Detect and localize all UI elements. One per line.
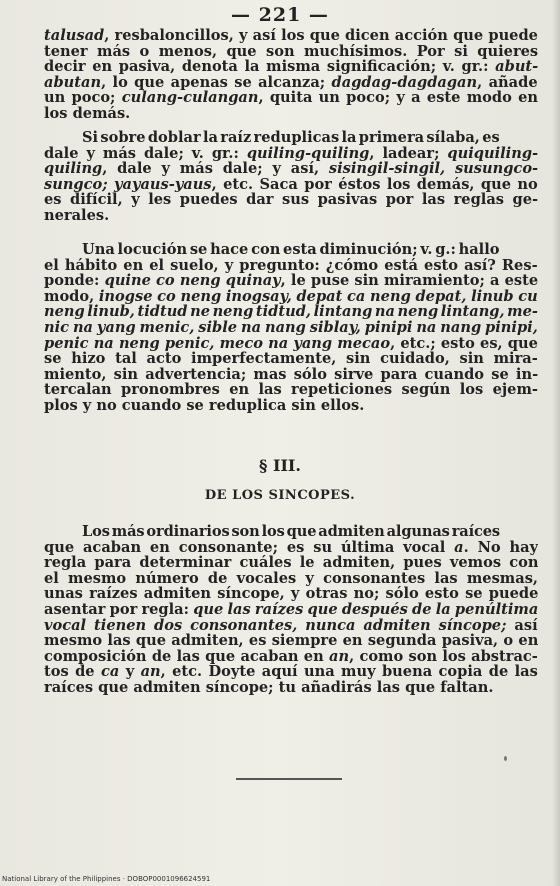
text-run: , lo que apenas se alcanza;: [101, 74, 332, 91]
text-line: [44, 59, 538, 75]
text-line: [44, 130, 538, 146]
text-line: [44, 28, 538, 44]
text-run: modo,: [44, 288, 99, 305]
italic-text: sisingil-singil, susungco-: [328, 161, 538, 177]
text-run: composición de las que acaban en: [44, 648, 329, 665]
text-line: [44, 524, 538, 540]
paragraph-3: [44, 242, 538, 414]
paragraph-2: [44, 130, 538, 224]
italic-text: abutan: [44, 74, 102, 91]
text-run: el hábito en el suelo, y pregunto: ¿cómo está esto así? Res-: [44, 257, 538, 274]
text-run: es difícil, y les puedes dar sus pasivas por las reglas ge-: [44, 192, 538, 208]
text-line: [44, 351, 538, 367]
italic-text: a: [454, 539, 464, 556]
text-run: , como son los abstrac-: [349, 648, 538, 665]
text-line: [44, 44, 538, 60]
text-line: [44, 258, 538, 274]
text-run: un poco;: [44, 90, 122, 106]
paragraph-1: [44, 28, 538, 122]
text-run: y: [119, 664, 141, 680]
text-run: los demás.: [44, 105, 131, 122]
text-line: [44, 649, 538, 665]
text-run: que acaban en consonante; es su última vocal: [44, 539, 455, 556]
text-run: ponde:: [44, 273, 105, 289]
text-run: , dale y más dale; y así,: [102, 161, 329, 177]
italic-text: quiquiling-: [447, 145, 538, 162]
text-line: [44, 664, 538, 680]
text-run: Si sobre doblar la raíz reduplicas la primera sílaba, es: [82, 130, 500, 146]
italic-text: neng linub, tidtud ne neng tidtud, lintang na neng lintang, me-: [44, 304, 538, 320]
text-run: , etc.; esto es, que: [390, 335, 538, 352]
italic-text: abut-: [495, 59, 538, 75]
text-run: . No hay: [463, 539, 538, 556]
text-run: Los más ordinarios son los que admiten algunas raíces: [82, 524, 501, 540]
scan-footer: National Library of the Philippines · DOBOP0001096624591: [2, 875, 211, 883]
text-run: raíces que admiten síncope; tu añadirás las que faltan.: [44, 679, 494, 696]
text-run: regla para determinar cuáles le admiten, pues vemos con: [44, 555, 538, 571]
text-run: el mesmo número de vocales y consonantes las mesmas,: [44, 570, 538, 587]
text-line: [44, 367, 538, 383]
italic-text: ca: [100, 664, 120, 680]
text-line: [44, 75, 538, 91]
text-line: [44, 320, 538, 336]
italic-text: penic na neng penic, meco na yang mecao: [44, 335, 391, 352]
italic-text: que las raízes que después de la penúltima: [193, 601, 538, 618]
text-line: [44, 273, 538, 289]
text-run: tos de: [44, 664, 101, 680]
text-run: así: [506, 617, 538, 634]
text-line: [44, 555, 538, 571]
text-line: [44, 242, 538, 258]
text-run: Una locución se hace con esta diminución; v. g.: hallo: [82, 242, 500, 258]
text-line: [44, 571, 538, 587]
italic-text: quiling-quiling: [246, 145, 370, 162]
text-line: [44, 382, 538, 398]
text-run: , ladear;: [369, 145, 448, 162]
text-line: [44, 146, 538, 162]
text-run: tercalan pronombres en las repeticiones según los ejem-: [44, 382, 538, 398]
text-line: [44, 398, 538, 414]
text-line: [44, 618, 538, 634]
text-line: [44, 177, 538, 193]
paragraph-4: [44, 524, 538, 696]
text-run: , etc. Doyte aquí una muy buena copia de las: [160, 664, 538, 680]
text-line: [44, 161, 538, 177]
text-run: dale y más dale; v. gr.:: [44, 145, 247, 162]
italic-text: sungco; yayaus-yaus: [44, 176, 212, 193]
text-line: [44, 304, 538, 320]
text-run: , etc. Saca por éstos los demás, que no: [211, 176, 538, 193]
text-line: [44, 289, 538, 305]
text-run: mesmo las que admiten, es siempre en segunda pasiva, o en: [44, 633, 538, 649]
text-run: unas raízes admiten síncope, y otras no; sólo esto se puede: [44, 586, 538, 602]
italic-text: quine co neng quinay: [104, 273, 281, 289]
text-line: [44, 633, 538, 649]
page-number: — 221 —: [231, 4, 329, 26]
text-line: [44, 90, 538, 106]
italic-text: talusad: [44, 28, 105, 44]
section-title: DE LOS SINCOPES.: [204, 488, 356, 503]
text-run: asentar por regla:: [44, 601, 194, 618]
text-run: miento, sin advertencia; mas sólo sirve para cuando se in-: [44, 366, 538, 383]
page-edge-shadow: [552, 0, 560, 886]
text-run: , le puse sin miramiento; a este: [280, 273, 538, 289]
end-rule: [236, 778, 342, 780]
text-run: , resbaloncillos, y así los que dicen acción que puede: [104, 28, 538, 44]
text-run: , añade: [477, 74, 538, 91]
text-run: plos y no cuando se reduplica sin ellos.: [44, 397, 365, 414]
text-line: [44, 208, 538, 224]
italic-text: dagdag-dagdagan: [331, 74, 478, 91]
text-run: tener más o menos, que son muchísimos. Por si quieres: [44, 43, 538, 60]
section-mark: § III.: [259, 456, 301, 475]
italic-text: an: [140, 664, 161, 680]
text-run: nerales.: [44, 207, 110, 224]
italic-text: nic na yang menic, sible na nang siblay, pinipi na nang pinipi,: [44, 319, 538, 336]
text-run: , quita un poco; y a este modo en: [258, 90, 538, 106]
text-line: [44, 586, 538, 602]
italic-text: an: [329, 648, 350, 665]
text-run: decir en pasiva, denota la misma significación; v. gr.:: [44, 59, 496, 75]
italic-text: culang-culangan: [121, 90, 259, 106]
text-line: [44, 680, 538, 696]
text-line: [44, 540, 538, 556]
text-line: [44, 336, 538, 352]
italic-text: vocal tienen dos consonantes, nunca admiten síncope;: [44, 617, 507, 634]
text-line: [44, 602, 538, 618]
text-line: [44, 192, 538, 208]
text-line: [44, 106, 538, 122]
text-run: se hizo tal acto imperfectamente, sin cuidado, sin mira-: [44, 351, 538, 367]
italic-text: inogse co neng inogsay, depat ca neng depat, linub cu: [98, 288, 538, 305]
italic-text: quiling: [44, 161, 103, 177]
ink-speck: [504, 756, 507, 761]
